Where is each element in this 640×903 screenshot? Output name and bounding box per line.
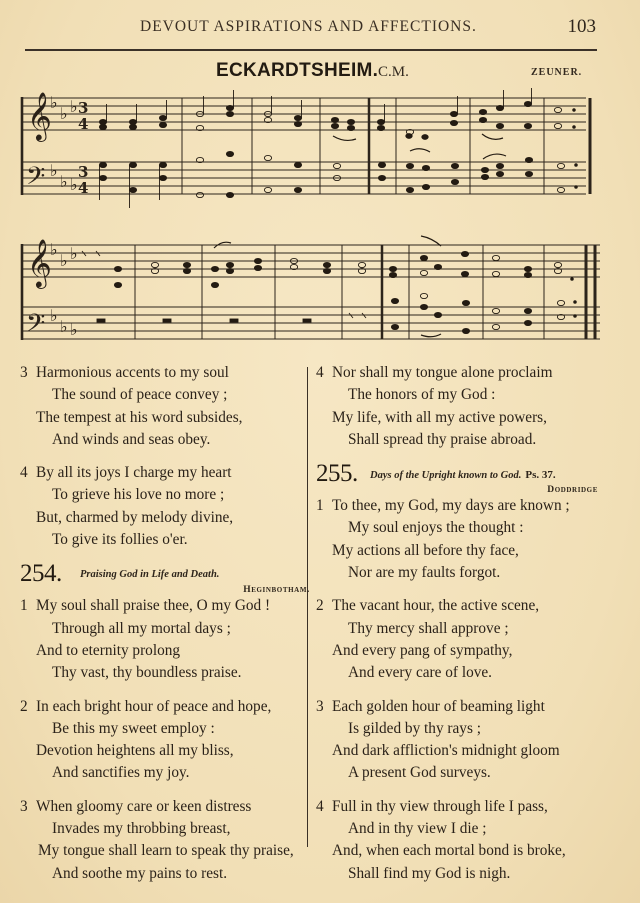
hymn-number: 255. bbox=[316, 460, 358, 488]
verse-line: A present God surveys. bbox=[348, 764, 491, 782]
verse-line: The honors of my God : bbox=[348, 386, 496, 404]
verse-line: When gloomy care or keen distress bbox=[36, 797, 252, 815]
stanza-number: 1 bbox=[316, 497, 324, 515]
verse-line: And dark affliction's midnight gloom bbox=[332, 742, 560, 760]
stanza bbox=[20, 362, 310, 451]
svg-text:♭: ♭ bbox=[50, 161, 58, 180]
stanza-number: 4 bbox=[316, 797, 324, 815]
svg-text:♭: ♭ bbox=[60, 317, 68, 336]
stanza-number: 4 bbox=[20, 464, 28, 482]
verse-line: And soothe my pains to rest. bbox=[52, 864, 228, 882]
verse-line: My actions all before thy face, bbox=[332, 541, 519, 559]
verse-line: The vacant hour, the active scene, bbox=[332, 597, 540, 615]
left-column bbox=[20, 362, 310, 896]
running-title: DEVOUT ASPIRATIONS AND AFFECTIONS. bbox=[140, 18, 477, 35]
stanza-number: 4 bbox=[316, 364, 324, 381]
verse-line: My soul enjoys the thought : bbox=[348, 519, 524, 537]
stanza bbox=[316, 696, 636, 785]
stanza bbox=[316, 362, 636, 451]
verse-line: And winds and seas obey. bbox=[52, 430, 211, 448]
svg-text:♭: ♭ bbox=[60, 251, 68, 270]
right-column bbox=[316, 362, 636, 896]
verse-line: Harmonious accents to my soul bbox=[36, 364, 229, 381]
verse-line: To grieve his love no more ; bbox=[52, 486, 225, 504]
tune-meter: C.M. bbox=[378, 64, 409, 80]
treble-clef-icon: 𝄞 bbox=[27, 91, 52, 140]
verse-line: Be this my sweet employ : bbox=[52, 719, 215, 737]
verse-line: The tempest at his word subsides, bbox=[36, 408, 243, 426]
hymn-number: 254. bbox=[20, 560, 62, 588]
hymn-author: Heginbotham. bbox=[243, 585, 310, 596]
svg-text:𝄞: 𝄞 bbox=[27, 238, 52, 287]
verse-line: Invades my throbbing breast, bbox=[52, 820, 231, 838]
tune-title: ECKARDTSHEIM. bbox=[216, 60, 379, 81]
verse-line: To give its follies o'er. bbox=[52, 531, 188, 549]
svg-text:♭: ♭ bbox=[70, 244, 78, 263]
verse-line: In each bright hour of peace and hope, bbox=[36, 697, 272, 715]
svg-text:𝄢: 𝄢 bbox=[26, 309, 46, 344]
stanza-number: 3 bbox=[20, 797, 28, 815]
verse-line: And to eternity prolong bbox=[36, 641, 181, 659]
svg-text:♭: ♭ bbox=[50, 240, 58, 259]
svg-text:♭: ♭ bbox=[50, 306, 58, 325]
stanza bbox=[20, 462, 310, 551]
svg-text:♭: ♭ bbox=[70, 175, 78, 194]
page-number: 103 bbox=[567, 16, 596, 37]
svg-text:♭: ♭ bbox=[60, 172, 68, 191]
hymn-author: Doddridge bbox=[547, 485, 598, 496]
hymn-header-254 bbox=[20, 560, 310, 609]
verse-line: And every care of love. bbox=[348, 664, 492, 682]
stanza bbox=[20, 696, 310, 785]
verse-line: But, charmed by melody divine, bbox=[36, 508, 234, 526]
stanza-number: 1 bbox=[20, 597, 28, 615]
svg-text:♭: ♭ bbox=[70, 320, 78, 339]
verse-line: My tongue shall learn to speak thy praise, bbox=[38, 842, 294, 860]
hymn-subject: Praising God in Life and Death. bbox=[80, 569, 220, 581]
svg-text:4: 4 bbox=[78, 115, 89, 133]
verse-line: Nor are my faults forgot. bbox=[348, 564, 501, 582]
verse-line: My life, with all my active powers, bbox=[332, 408, 547, 426]
verse-line: Each golden hour of beaming light bbox=[332, 697, 545, 715]
verse-line: My soul shall praise thee, O my God ! bbox=[36, 597, 271, 615]
hymn-header-255 bbox=[316, 460, 598, 509]
verse-line: Shall find my God is nigh. bbox=[348, 864, 511, 882]
stanza-number: 2 bbox=[20, 697, 28, 715]
verse-line: Nor shall my tongue alone proclaim bbox=[332, 364, 553, 381]
music-score bbox=[0, 0, 640, 360]
verse-line: And every pang of sympathy, bbox=[332, 641, 513, 659]
hymn-scripture-reference: Ps. 37. bbox=[525, 469, 556, 482]
verse-line: To thee, my God, my days are known ; bbox=[332, 497, 570, 515]
svg-text:♭: ♭ bbox=[70, 97, 78, 116]
verse-line: Is gilded by thy rays ; bbox=[348, 719, 481, 737]
svg-text:4: 4 bbox=[78, 179, 89, 197]
stanza bbox=[20, 796, 310, 885]
stanza-number: 2 bbox=[316, 597, 324, 615]
verse-line: Full in thy view through life I pass, bbox=[332, 797, 548, 815]
verse-line: Thy mercy shall approve ; bbox=[348, 619, 509, 637]
hymn-subject bbox=[370, 464, 556, 487]
svg-text:♭: ♭ bbox=[50, 93, 58, 112]
verse-line: And sanctifies my joy. bbox=[52, 764, 190, 782]
hymn-subject-text: Days of the Upright known to God. bbox=[370, 470, 522, 482]
stanza bbox=[316, 595, 636, 684]
verse-line: Through all my mortal days ; bbox=[52, 619, 231, 637]
stanza-number: 3 bbox=[316, 697, 324, 715]
verse-line: Devotion heightens all my bliss, bbox=[36, 742, 234, 760]
svg-text:♭: ♭ bbox=[60, 104, 68, 123]
svg-text:3: 3 bbox=[78, 99, 89, 117]
verse-line: And in thy view I die ; bbox=[348, 820, 487, 838]
stanza-number: 3 bbox=[20, 364, 28, 381]
stanza bbox=[316, 796, 636, 885]
tune-composer: ZEUNER. bbox=[531, 67, 583, 78]
verse-line: Thy vast, thy boundless praise. bbox=[52, 664, 242, 682]
verse-line: The sound of peace convey ; bbox=[52, 386, 228, 404]
verse-line: Shall spread thy praise abroad. bbox=[348, 430, 537, 448]
verse-line: And, when each mortal bond is broke, bbox=[332, 842, 566, 860]
svg-text:3: 3 bbox=[78, 163, 89, 181]
verse-line: By all its joys I charge my heart bbox=[36, 464, 232, 482]
bass-clef-icon: 𝄢 bbox=[26, 162, 46, 197]
